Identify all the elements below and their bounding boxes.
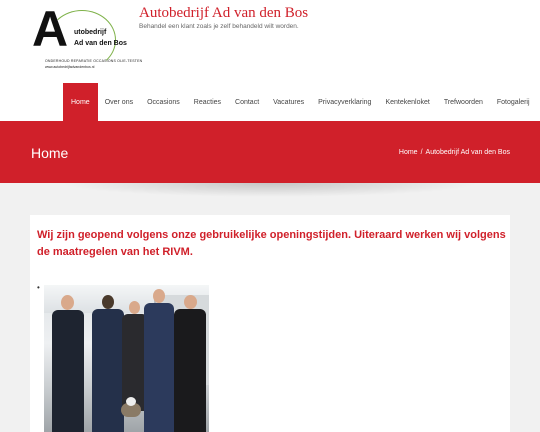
breadcrumb-home-link[interactable]: Home bbox=[398, 149, 418, 156]
team-member bbox=[174, 295, 206, 432]
main-nav bbox=[63, 83, 537, 121]
logo-url: www.autobedrijfadvandenbos.nl bbox=[45, 65, 95, 69]
team-photo[interactable] bbox=[44, 285, 209, 432]
logo-line-2: Ad van den Bos bbox=[74, 40, 127, 47]
nav-item-fotogalerij[interactable]: Fotogalerij bbox=[496, 98, 530, 106]
main-content bbox=[30, 215, 510, 432]
nav-item-privacyverklaring[interactable]: Privacyverklaring bbox=[318, 98, 372, 106]
logo-letter: A bbox=[32, 1, 69, 57]
nav-item-kentekenloket[interactable]: Kentekenloket bbox=[385, 98, 430, 106]
nav-item-trefwoorden[interactable]: Trefwoorden bbox=[443, 98, 483, 106]
nav-item-occasions[interactable]: Occasions bbox=[147, 98, 180, 106]
breadcrumb-current: Autobedrijf Ad van den Bos bbox=[425, 149, 510, 156]
nav-item-home[interactable]: Home bbox=[63, 83, 98, 121]
list-bullet: • bbox=[37, 283, 40, 292]
breadcrumb bbox=[399, 149, 510, 156]
logo-services: ONDERHOUD REPARATIE OCCASIONS OLIE-TESTEN bbox=[45, 59, 143, 63]
opening-notice: Wij zijn geopend volgens onze gebruikelijke openingstijden. Uiteraard werken wij volgens de maatregelen van het RIVM. bbox=[37, 229, 506, 258]
nav-item-over-ons[interactable]: Over ons bbox=[104, 98, 134, 106]
site-tagline: Behandel een klant zoals je zelf behandeld wilt worden. bbox=[139, 23, 299, 30]
nav-item-vacatures[interactable]: Vacatures bbox=[273, 98, 305, 106]
site-title[interactable]: Autobedrijf Ad van den Bos bbox=[139, 5, 309, 21]
team-member bbox=[52, 295, 84, 432]
site-logo[interactable] bbox=[30, 1, 143, 76]
breadcrumb-separator: / bbox=[420, 149, 423, 156]
page-title-banner bbox=[0, 121, 540, 183]
nav-item-reacties[interactable]: Reacties bbox=[193, 98, 222, 106]
photo-dog bbox=[119, 397, 143, 419]
logo-line-1: utobedrijf bbox=[74, 29, 107, 36]
page-title: Home bbox=[31, 145, 69, 161]
nav-item-contact[interactable]: Contact bbox=[235, 98, 260, 106]
site-header bbox=[0, 0, 540, 121]
banner-shadow bbox=[60, 183, 480, 197]
team-member bbox=[144, 289, 174, 432]
